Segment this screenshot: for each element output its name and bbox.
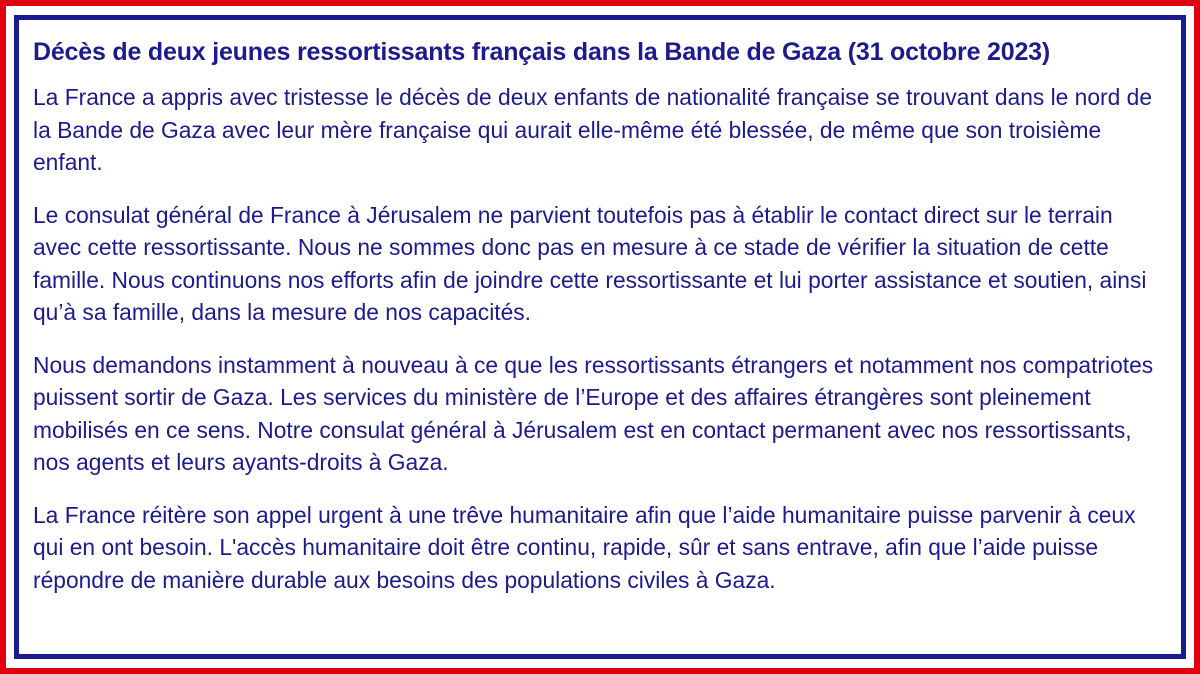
statement-title: Décès de deux jeunes ressortissants français dans la Bande de Gaza (31 octobre 2023) [33, 38, 1050, 66]
paragraph-2: Le consulat général de France à Jérusalem ne parvient toutefois pas à établir le contact direct sur le terrain avec cette ressortissante. Nous ne sommes donc pas en mesure à ce stade de vérifier la situation de cette famille. Nous continuons nos efforts afin de joindre cette ressortissante et lui porter assistance et soutien, ainsi qu’à sa famille, dans la mesure de nos capacités. [33, 201, 1147, 325]
paragraph-4: La France réitère son appel urgent à une trêve humanitaire afin que l’aide humanitaire puisse parvenir à ceux qui en ont besoin. L'accès humanitaire doit être continu, rapide, sûr et sans entrave, afin que l’aide puisse répondre de manière durable aux besoins des populations civiles à Gaza. [33, 501, 1136, 593]
paragraph-3: Nous demandons instamment à nouveau à ce que les ressortissants étrangers et notamment nos compatriotes puissent sortir de Gaza. Les services du ministère de l’Europe et des affaires étrangères sont pleinement mobilisés en ce sens. Notre consulat général à Jérusalem est en contact permanent avec nos ressortissants, nos agents et leurs ayants-droits à Gaza. [33, 351, 1154, 475]
paragraph-1: La France a appris avec tristesse le décès de deux enfants de nationalité française se trouvant dans le nord de la Bande de Gaza avec leur mère française qui aurait elle-même été blessée, de même que son troisième enfant. [33, 84, 1152, 175]
statement-content [33, 34, 1163, 616]
